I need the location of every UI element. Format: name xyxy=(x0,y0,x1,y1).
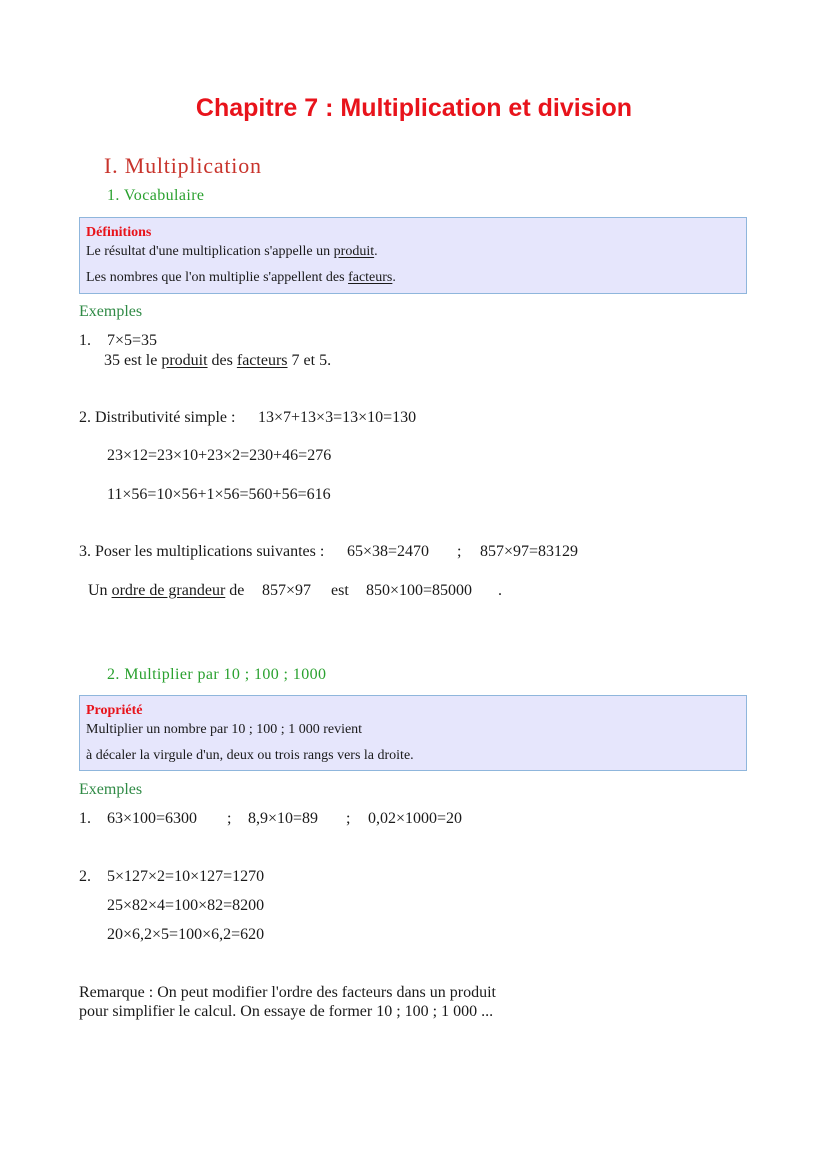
example-number: 1. xyxy=(79,332,91,349)
definition-text: Le résultat d'une multiplication s'appelle un xyxy=(86,244,334,259)
text: 35 est le xyxy=(104,352,162,369)
examples-label: Exemples xyxy=(79,781,143,798)
distributivity-label: 2. Distributivité simple : xyxy=(79,409,236,426)
distributivity-formula: 23×12=23×10+23×2=230+46=276 xyxy=(107,447,332,464)
term-facteurs: facteurs xyxy=(348,270,393,285)
order-result: 850×100=85000 xyxy=(366,582,473,599)
order-est: est xyxy=(331,582,349,599)
example-formula: 63×100=6300 xyxy=(107,810,198,827)
subsection-heading-vocabulaire: 1. Vocabulaire xyxy=(107,187,205,204)
order-expression: 857×97 xyxy=(262,582,312,599)
pose-multiplications-label: 3. Poser les multiplications suivantes : xyxy=(79,543,325,560)
example-formula: 0,02×1000=20 xyxy=(368,810,463,827)
example-number: 1. xyxy=(79,810,91,827)
example-formula: 8,9×10=89 xyxy=(248,810,319,827)
definition-text: . xyxy=(374,244,378,259)
remark-line: Remarque : On peut modifier l'ordre des facteurs dans un produit xyxy=(79,984,496,1001)
term-produit: produit xyxy=(333,244,375,259)
definition-text: Les nombres que l'on multiplie s'appellent des xyxy=(86,270,349,285)
subsection-heading-multiplier-par-10: 2. Multiplier par 10 ; 100 ; 1000 xyxy=(107,666,327,683)
definition-line-facteurs xyxy=(86,270,396,286)
definition-line-produit xyxy=(86,244,378,260)
property-line: Multiplier un nombre par 10 ; 100 ; 1 000 revient xyxy=(86,722,363,737)
definition-text: . xyxy=(392,270,396,285)
example-formula: 20×6,2×5=100×6,2=620 xyxy=(107,926,265,943)
separator: ; xyxy=(457,543,462,560)
term-ordre-de-grandeur: ordre de grandeur xyxy=(111,582,226,599)
property-line: à décaler la virgule d'un, deux ou trois rangs vers la droite. xyxy=(86,748,414,763)
term-produit: produit xyxy=(161,352,208,369)
distributivity-formula: 11×56=10×56+1×56=560+56=616 xyxy=(107,486,331,503)
text: des xyxy=(207,352,237,369)
remark-line: pour simplifier le calcul. On essaye de former 10 ; 100 ; 1 000 ... xyxy=(79,1003,494,1020)
multiplication-formula: 857×97=83129 xyxy=(480,543,579,560)
distributivity-formula: 13×7+13×3=13×10=130 xyxy=(258,409,417,426)
example-formula: 5×127×2=10×127=1270 xyxy=(107,868,265,885)
examples-label: Exemples xyxy=(79,303,143,320)
property-box xyxy=(79,695,747,771)
order-period: . xyxy=(498,582,502,599)
text: Un xyxy=(88,582,112,599)
section-heading-multiplication: I. Multiplication xyxy=(104,153,262,178)
separator: ; xyxy=(346,810,351,827)
separator: ; xyxy=(227,810,232,827)
example-number: 2. xyxy=(79,868,91,885)
multiplication-formula: 65×38=2470 xyxy=(347,543,430,560)
page-title: Chapitre 7 : Multiplication et division xyxy=(195,94,633,122)
example-formula: 25×82×4=100×82=8200 xyxy=(107,897,265,914)
definition-box xyxy=(79,217,747,294)
text: de xyxy=(225,582,245,599)
property-title: Propriété xyxy=(86,703,143,718)
order-of-magnitude-text xyxy=(88,582,244,600)
example-explanation xyxy=(104,352,331,370)
example-formula: 7×5=35 xyxy=(107,332,158,349)
definition-title: Définitions xyxy=(86,225,152,240)
text: 7 et 5. xyxy=(287,352,332,369)
term-facteurs: facteurs xyxy=(236,352,288,369)
